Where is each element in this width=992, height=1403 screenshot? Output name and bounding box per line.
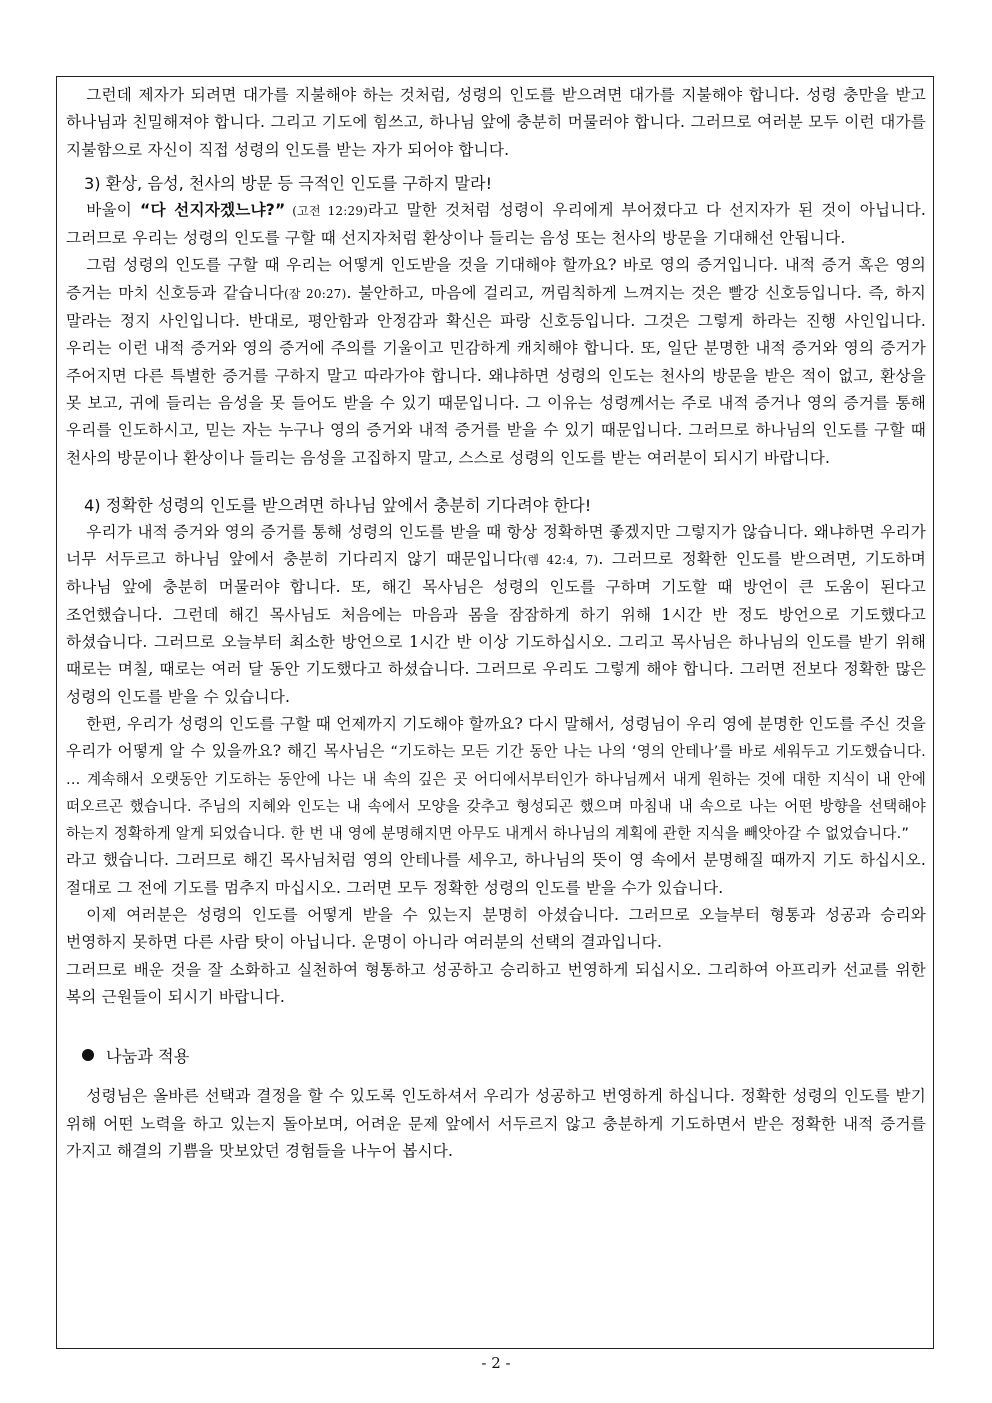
text-span: . 불안하고, 마음에 걸리고, 꺼림칙하게 느껴지는 것은 빨강 신호등입니다. 즉, 하지 말라는 정지 사인입니다. 반대로, 평안함과 안정감과 확신은 파랑 신호등입니다. 그것은 그렇게 하라는 진행 사인입니다. 우리는 이런 내적 증거와 영의 증거에 주의를 기울이고 민감하게 캐치해야 합니다. 또, 일단 분명한 내적 증거와 영의 증거가 주어지면 다른 특별한 증거를 구하지 말고 따라가야 합니다. 왜냐하면 성령의 인도는 천사의 방문을 받은 적이 없고, 환상을 못 보고, 귀에 들리는 음성을 못 들어도 받을 수 있기 때문입니다. 그 이유는 성령께서는 주로 내적 증거나 영의 증거를 통해 우리를 인도하시고, 믿는 자는 누구나 영의 증거와 내적 증거를 받을 수 있기 때문입니다. 그러므로 하나님의 인도를 구할 때 천사의 방문이나 환상이나 들리는 음성을 고집하지 말고, 스스로 성령의 인도를 받는 여러분이 되시기 바랍니다.	[66, 283, 926, 467]
section-4-paragraph-5: 그러므로 배운 것을 잘 소화하고 실천하여 형통하고 성공하고 승리하고 번영하게 되십시오. 그리하여 아프리카 선교를 위한 복의 근원들이 되시기 바랍니다.	[66, 960, 926, 1006]
section-3-heading: 3) 환상, 음성, 천사의 방문 등 극적인 인도를 구하지 말라!	[84, 173, 493, 193]
hagin-quote: “기도하는 모든 기간 동안 나는 나의 ‘영의 안테나’를 바로 세워두고 기도했습니다. ... 계속해서 오랫동안 기도하는 동안에 나는 내 속의 깊은 곳 어디에서부터인가 하나님께서 내게 원하는 것에 대한 지식이 내 안에 떠오르곤 했습니다. 주님의 지혜와 인도는 내 속에서 모양을 갖추고 형성되곤 했으며 마침내 내 속으로 나는 어떤 방향을 선택해야 하는지 정확하게 알게 되었습니다. 한 번 내 영에 분명해지면 아무도 내게서 하나님의 계획에 관한 지식을 빼앗아갈 수 없었습니다.”	[66, 743, 926, 843]
section-4-paragraph-4: 이제 여러분은 성령의 인도를 어떻게 받을 수 있는지 분명히 아셨습니다. 그러므로 오늘부터 형통과 성공과 승리와 번영하지 못하면 다른 사람 탓이 아닙니다. 운명이 아니라 여러분의 선택의 결과입니다.	[66, 906, 926, 952]
page-number: - 2 -	[481, 1354, 511, 1372]
section-4-paragraph-3: 라고 했습니다. 그러므로 해긴 목사님처럼 영의 안테나를 세우고, 하나님의 뜻이 영 속에서 분명해질 때까지 기도 하십시오. 절대로 그 전에 기도를 멈추지 마십시오. 그러면 모두 정확한 성령의 인도를 받을 수가 있습니다.	[66, 851, 926, 897]
sharing-heading-label: 나눔과 적용	[106, 1047, 190, 1067]
section-4-paragraph-2	[66, 711, 926, 847]
sermon-body	[66, 82, 926, 1165]
text-span: 우리가 내적 증거와 영의 증거를 통해 성령의 인도를 받을 때 항상 정확하면 좋겠지만 그렇지가 않습니다. 왜냐하면 우리가 너무 서두르고 하나님 앞에서 충분히 기다리지 않기 때문입니다	[66, 522, 926, 569]
scripture-quote: “다 선지자겠느냐?”	[140, 200, 286, 219]
bullet-icon	[82, 1049, 94, 1061]
section-4-paragraph-1	[66, 519, 926, 711]
section-3-paragraph-1	[66, 197, 926, 253]
sharing-paragraph: 성령님은 올바른 선택과 결정을 할 수 있도록 인도하셔서 우리가 성공하고 번영하게 하십니다. 정확한 성령의 인도를 받기 위해 어떤 노력을 하고 있는지 돌아보며, 어려운 문제 앞에서 서두르지 않고 충분하게 기도하면서 받은 정확한 내적 증거를 가지고 해결의 기쁨을 맛보았던 경험들을 나누어 봅시다.	[66, 1087, 926, 1160]
scripture-reference: (렘 42:4, 7)	[522, 553, 599, 568]
section-gap	[66, 472, 926, 486]
text-span: 그럼 성령의 인도를 구할 때 우리는 어떻게 인도받을 것을 기대해야 할까요? 바로 영의 증거입니다. 내적 증거 혹은 영의 증거는 마치 신호등과 같습니다	[66, 256, 926, 302]
section-3-paragraph-2	[66, 252, 926, 471]
intro-paragraph: 그런데 제자가 되려면 대가를 지불해야 하는 것처럼, 성령의 인도를 받으려면 대가를 지불해야 합니다. 성령 충만을 받고 하나님과 친밀해져야 합니다. 그리고 기도에 힘쓰고, 하나님 앞에 충분히 머물러야 합니다. 그러므로 여러분 모두 이런 대가를 지불함으로 자신이 직접 성령의 인도를 받는 자가 되어야 합니다.	[66, 86, 926, 159]
text-span: 라고 말한 것처럼 성령이 우리에게 부어졌다고 다 선지자가 된 것이 아닙니다. 그러므로 우리는 성령의 인도를 구할 때 선지자처럼 환상이나 들리는 음성 또는 천사의 방문을 기대해선 안됩니다.	[66, 200, 927, 248]
scripture-reference: (잠 20:27)	[284, 286, 347, 301]
sharing-heading	[82, 1043, 926, 1067]
scripture-reference: (고전 12:29)	[285, 203, 369, 218]
text-span: 바울이	[86, 200, 141, 219]
section-4-heading: 4) 정확한 성령의 인도를 받으려면 하나님 앞에서 충분히 기다려야 한다!	[84, 495, 592, 515]
text-span: . 그러므로 정확한 인도를 받으려면, 기도하며 하나님 앞에 충분히 머물러야 합니다. 또, 해긴 목사님은 성령의 인도를 구하며 기도할 때 방언이 큰 도움이 된다고 조언했습니다. 그런데 해긴 목사님도 처음에는 마음과 몸을 잠잠하게 하기 위해 1시간 반 정도 방언으로 기도했다고 하셨습니다. 그러므로 오늘부터 최소한 방언으로 1시간 반 이상 기도하십시오. 그리고 목사님은 하나님의 인도를 받기 위해 때로는 며칠, 때로는 여러 달 동안 기도했다고 하셨습니다. 그러므로 우리도 그렇게 해야 합니다. 그러면 전보다 정확한 많은 성령의 인도를 받을 수 있습니다.	[66, 550, 927, 706]
text-span: 한편, 우리가 성령의 인도를 구할 때 언제까지 기도해야 할까요? 다시 말해서, 성령님이 우리 영에 분명한 인도를 주신 것을 우리가 어떻게 알 수 있을까요? 해긴 목사님은	[66, 714, 926, 761]
